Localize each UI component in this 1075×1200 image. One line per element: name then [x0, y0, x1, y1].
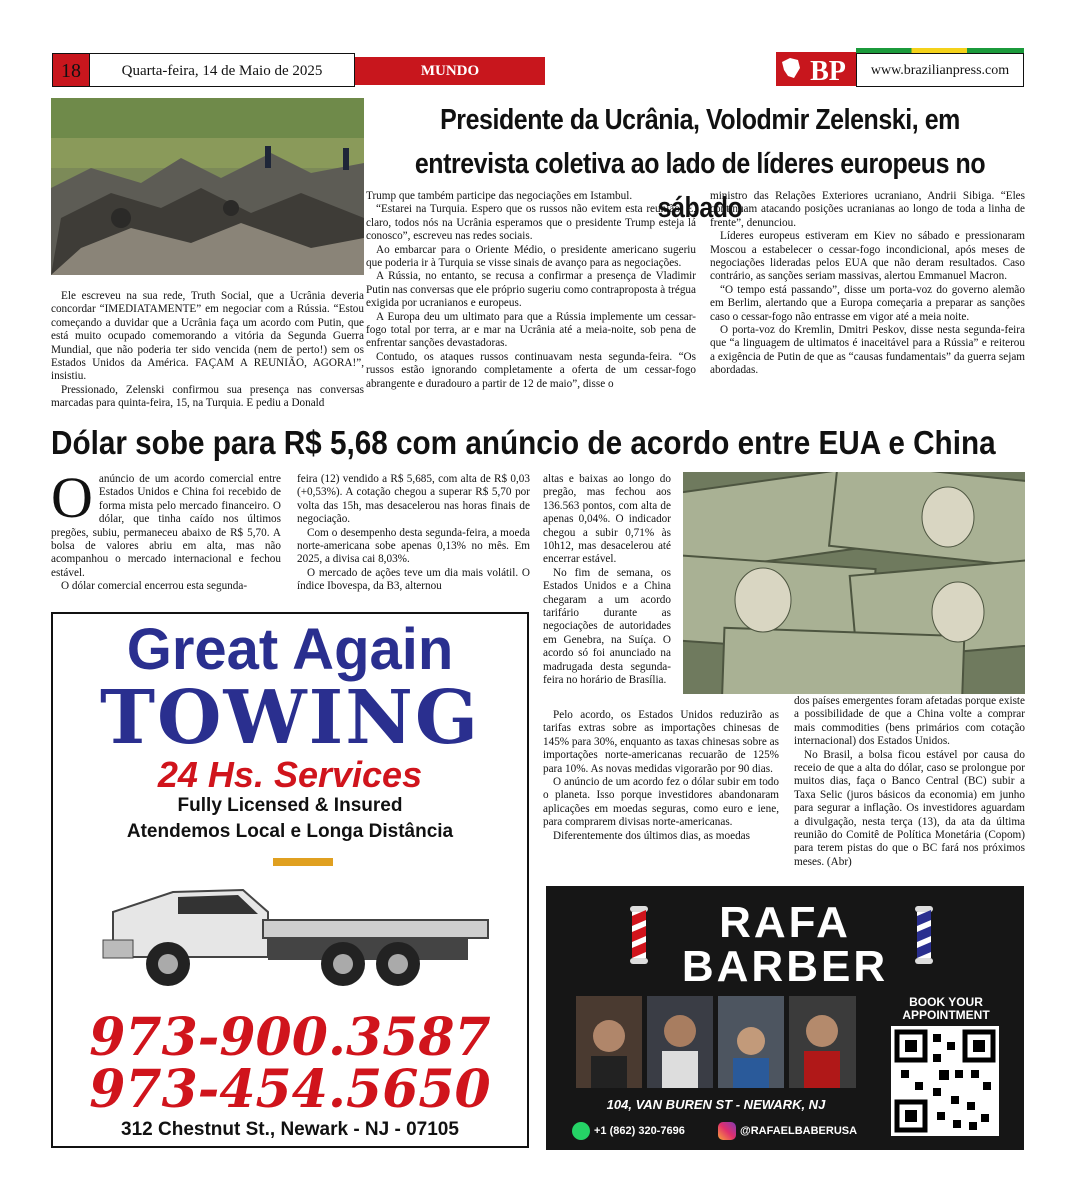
whatsapp-icon	[572, 1122, 590, 1140]
article2-column-3	[543, 709, 779, 843]
paragraph: dos países emergentes foram afetadas porque existe a possibilidade de que a China volte a comprar mais commodities (bens primários com cotação internacional) dos Estados Unidos.	[794, 695, 1025, 748]
crash-site-photo	[51, 98, 364, 275]
paragraph: Com o desempenho desta segunda-feira, a moeda norte-americana sobe apenas 0,13% no mês. Em 2025, a divisa cai 8,03%.	[297, 526, 530, 566]
book-your-label: BOOK YOUR	[909, 995, 983, 1009]
drop-cap: O	[51, 465, 93, 530]
barber-title-rafa: RAFA	[719, 898, 851, 947]
paragraph: feira (12) vendido a R$ 5,685, com alta de R$ 0,03 (+0,53%). A cotação chegou a superar R$ 5,70 por volta das 15h, mas desacelerou nas horas finais de negociação.	[297, 473, 530, 526]
paragraph: altas e baixas ao longo do pregão, mas fechou aos 136.563 pontos, com alta de apenas 0,04%. O indicador chegou a subir 0,71% às 10h12, mas desacelerou até encerrar estável.	[543, 473, 671, 566]
paragraph: Líderes europeus estiveram em Kiev no sábado e pressionaram Moscou a estabelecer o cessar-fogo incondicional, após meses de negociações lideradas pelos EUA que não deram resultados. Caso contrário, as sanções seriam massivas, alertou Emmanuel Macron.	[710, 230, 1025, 283]
paragraph: No fim de semana, os Estados Unidos e a China chegaram a um acordo tarifário durante as negociações de autoridades em Genebra, na Suíça. O acordo só foi anunciado na madrugada desta segunda-feira no horário de Brasília.	[543, 566, 671, 687]
ad-phone-2[interactable]: 973-454.5650	[89, 1059, 491, 1120]
paragraph: Pressionado, Zelenski confirmou sua presença nas conversas marcadas para quinta-feira, 15, na Turquia. E pediu a Donald	[51, 383, 364, 410]
paragraph: ministro das Relações Exteriores ucraniano, Andrii Sibiga. “Eles continuam atacando posições ucranianas ao longo de toda a linha de frente”, denunciou.	[710, 190, 1025, 229]
website-url[interactable]: www.brazilianpress.com	[856, 53, 1024, 87]
barber-instagram[interactable]: @RAFAELBABERUSA	[740, 1125, 858, 1137]
article1-column-2	[366, 190, 696, 391]
barber-title-barber: BARBER	[681, 942, 889, 991]
ad-title-great-again: Great Again	[126, 617, 454, 682]
paragraph: O mercado de ações teve um dia mais volátil. O índice Ibovespa, da B3, alternou	[297, 566, 530, 593]
article1-headline: Presidente da Ucrânia, Volodmir Zelenski, em entrevista coletiva ao lado de líderes europeus no sábado	[414, 104, 986, 224]
paragraph: A Rússia, no entanto, se recusa a confirmar a presença de Vladimir Putin nas conversas que ele próprio sugeriu como contraproposta à trégua exigida por ucranianos e europeus.	[366, 270, 696, 310]
dollar-bills-photo	[683, 472, 1025, 694]
ad-coverage: Atendemos Local e Longa Distância	[126, 821, 454, 842]
logo-text: BP	[810, 56, 846, 87]
paragraph: Diferentemente dos últimos dias, as moedas	[553, 829, 750, 842]
barber-phone[interactable]: +1 (862) 320-7696	[594, 1125, 685, 1137]
paragraph: Trump que também participe das negociações em Istambul.	[366, 190, 633, 202]
article2-column-1	[51, 465, 281, 594]
paragraph: “Estarei na Turquia. Espero que os russos não evitem esta reunião. E, claro, todos nós na Ucrânia esperamos que o presidente Trump esteja lá conosco”, escreveu nas redes sociais.	[366, 203, 696, 243]
paragraph: No Brasil, a bolsa ficou estável por causa do receio de que a alta do dólar, caso se prolongue por muitos dias, faça o Banco Central (BC) subir a Taxa Selic (juros básicos da economia) em junho para segurar a inflação. Os investidores aguardam a divulgação, nesta terça (13), da ata da última reunião do Comitê de Política Monetária (Copom) para terem pistas do que o BC fará nos próximos meses. (Abr)	[794, 748, 1025, 868]
paragraph: O porta-voz do Kremlin, Dmitri Peskov, disse nesta segunda-feira que “a linguagem de ultimatos é inaceitável para a Rússia” e reiterou a exigência de Putin de que as “causas fundamentais” da guerra sejam abordadas.	[710, 324, 1025, 377]
paragraph: Contudo, os ataques russos continuavam nesta segunda-feira. “Os russos estão ignorando completamente a oferta de um cessar-fogo abrangente e duradouro a partir de 12 de maio”, disse o	[366, 350, 696, 390]
article2-headline: Dólar sobe para R$ 5,68 com anúncio de acordo entre EUA e China	[51, 424, 996, 461]
instagram-icon	[718, 1122, 736, 1140]
ad-title-towing: TOWING	[99, 675, 481, 761]
article2-column-2	[297, 473, 530, 594]
barber-photos	[576, 996, 856, 1088]
paragraph: O dólar comercial encerrou esta segunda-	[61, 580, 248, 593]
ad-address: 312 Chestnut St., Newark - NJ - 07105	[121, 1119, 459, 1140]
ad-licensed: Fully Licensed & Insured	[177, 795, 403, 816]
ad-services: 24 Hs. Services	[157, 754, 423, 795]
tow-truck-illustration	[93, 852, 493, 1007]
brazilian-press-logo	[776, 50, 856, 88]
section-label: MUNDO	[355, 57, 545, 85]
paragraph: A Europa deu um ultimato para que a Rússia implemente um cessar-fogo total por terra, ar e mar na Ucrânia até a meia-noite, sob pena de enfrentar sanções devastadoras.	[366, 310, 696, 350]
article1-column-3	[710, 190, 1025, 378]
issue-date: Quarta-feira, 14 de Maio de 2025	[90, 53, 355, 87]
qr-code[interactable]	[891, 1026, 999, 1136]
article2-column-4	[794, 695, 1025, 869]
page-number: 18	[52, 53, 90, 87]
appointment-label: APPOINTMENT	[902, 1008, 990, 1022]
article1-column-1	[51, 290, 364, 411]
paragraph: anúncio de um acordo comercial entre Estados Unidos e China foi recebido de forma mista pelo mercado financeiro. O dólar, que tinha caído nos últimos pregões, subiu, permaneceu abaixo de R$ 5,70. A bolsa de valores abriu em alta, mas não acompanhou o mercado internacional e fechou estável.	[51, 473, 281, 579]
paragraph: Ao embarcar para o Oriente Médio, o presidente americano sugeriu que poderia ir à Turquia se visse sinais de avanço para as negociações.	[366, 243, 696, 270]
article2-column-3-narrow	[543, 473, 671, 688]
barber-address: 104, VAN BUREN ST - NEWARK, NJ	[606, 1097, 826, 1112]
towing-advertisement[interactable]	[51, 612, 529, 1148]
paragraph: Ele escreveu na sua rede, Truth Social, que a Ucrânia deveria concordar “IMEDIATAMENTE” em negociar com a Rússia. “Estou começando a duvidar que a Ucrânia faça um acordo com Putin, que está muito ocupado comemorando a vitória da Segunda Guerra Mundial, que não poderia ter sido vencida (nem de perto!) sem os Estados Unidos da América. FAÇAM A REUNIÃO, AGORA!”, insistiu.	[51, 290, 364, 383]
ad-phone-1[interactable]: 973-900.3587	[89, 1007, 491, 1068]
paragraph: O anúncio de um acordo fez o dólar subir em todo o planeta. Isso porque investidores abandonaram aplicações em moedas seguras, como euro e iene, para comprarem divisas norte-americanas.	[543, 776, 779, 829]
paragraph: Pelo acordo, os Estados Unidos reduzirão as tarifas extras sobre as importações chinesas de 145% para 30%, enquanto as taxas chinesas sobre as importações norte-americanas recuarão de 125% para 10%. As novas medidas vigorarão por 90 dias.	[543, 709, 779, 775]
paragraph: “O tempo está passando”, disse um porta-voz do governo alemão em Berlim, alertando que a Europa começaria a preparar as sanções caso o cessar-fogo não entrasse em vigor até a meia noite.	[710, 283, 1025, 323]
barber-advertisement[interactable]	[546, 886, 1024, 1150]
